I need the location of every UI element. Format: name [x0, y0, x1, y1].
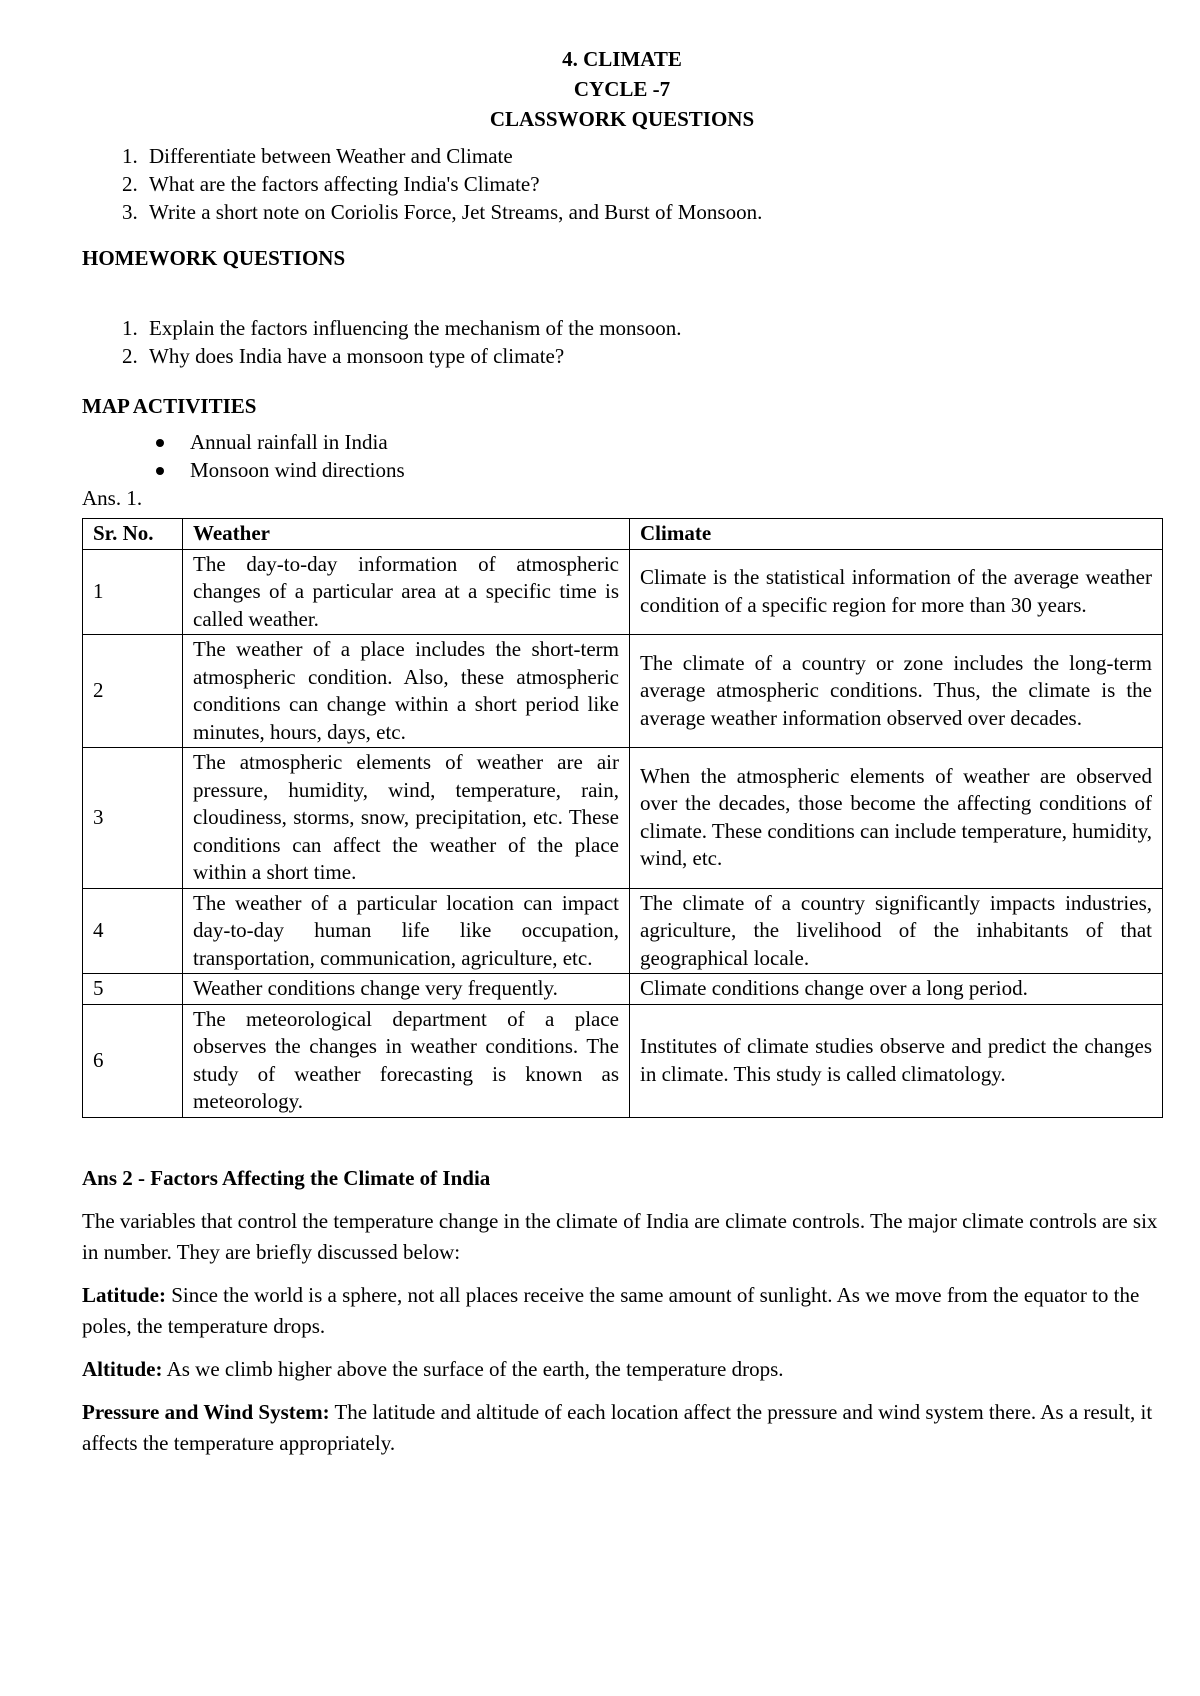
list-item: 3. Write a short note on Coriolis Force, Jet Streams, and Burst of Monsoon.: [143, 198, 1162, 226]
row-number: 6: [83, 1004, 183, 1117]
classwork-list: [82, 142, 1162, 226]
factor-text: The latitude and altitude of each location affect the pressure and wind system there. As a result, it affects the temperature appropriately.: [82, 1399, 1153, 1455]
row-number: 1: [83, 549, 183, 635]
factor-pressure-wind: [82, 1397, 1162, 1459]
table-row: [83, 974, 1163, 1005]
classwork-heading: CLASSWORK QUESTIONS: [489, 107, 755, 131]
table-header-row: [83, 519, 1163, 550]
list-item: 1. Explain the factors influencing the mechanism of the monsoon.: [143, 314, 1162, 342]
list-item: 2. What are the factors affecting India's Climate?: [143, 170, 1162, 198]
answer-2-intro: The variables that control the temperature change in the climate of India are climate controls. The major climate controls are six in number. They are briefly discussed below:: [82, 1208, 1158, 1264]
homework-heading: HOMEWORK QUESTIONS: [82, 246, 346, 270]
header-weather: Weather: [183, 519, 630, 550]
table-row: [83, 748, 1163, 889]
list-item: Annual rainfall in India: [190, 428, 1162, 456]
map-activities-list: [82, 428, 1162, 484]
climate-cell: Institutes of climate studies observe and predict the changes in climate. This study is called climatology.: [630, 1004, 1163, 1117]
factor-term: Latitude:: [82, 1282, 166, 1307]
climate-cell: The climate of a country significantly impacts industries, agriculture, the livelihood of the inhabitants of that geographical locale.: [630, 888, 1163, 974]
list-item: 2. Why does India have a monsoon type of climate?: [143, 342, 1162, 370]
row-number: 4: [83, 888, 183, 974]
factor-latitude: [82, 1280, 1162, 1342]
map-activities-heading: MAP ACTIVITIES: [82, 394, 257, 418]
table-row: [83, 1004, 1163, 1117]
weather-cell: The weather of a particular location can impact day-to-day human life like occupation, transportation, communication, agriculture, etc.: [183, 888, 630, 974]
factor-term: Pressure and Wind System:: [82, 1399, 330, 1424]
bullet-icon: [156, 439, 164, 447]
table-row: [83, 635, 1163, 748]
table-row: [83, 888, 1163, 974]
cycle-label: CYCLE -7: [573, 77, 671, 101]
factor-text: Since the world is a sphere, not all places receive the same amount of sunlight. As we move from the equator to the poles, the temperature drops.: [82, 1282, 1140, 1338]
weather-cell: Weather conditions change very frequently.: [183, 974, 630, 1005]
homework-list: [82, 314, 1162, 370]
chapter-title: 4. CLIMATE: [562, 47, 682, 71]
weather-cell: The atmospheric elements of weather are air pressure, humidity, wind, temperature, rain, cloudiness, storms, snow, precipitation, etc. These conditions can affect the weather of the place within a short time.: [183, 748, 630, 889]
header-sr-no: Sr. No.: [83, 519, 183, 550]
weather-cell: The day-to-day information of atmospheric changes of a particular area at a specific time is called weather.: [183, 549, 630, 635]
climate-cell: When the atmospheric elements of weather are observed over the decades, those become the affecting conditions of climate. These conditions can include temperature, humidity, wind, etc.: [630, 748, 1163, 889]
row-number: 5: [83, 974, 183, 1005]
row-number: 3: [83, 748, 183, 889]
factor-term: Altitude:: [82, 1356, 163, 1381]
document-page: [82, 44, 1162, 1459]
climate-cell: Climate is the statistical information of the average weather condition of a specific region for more than 30 years.: [630, 549, 1163, 635]
weather-climate-table: [82, 518, 1163, 1118]
factor-altitude: [82, 1354, 1162, 1385]
bullet-icon: [156, 467, 164, 475]
list-item: 1. Differentiate between Weather and Climate: [143, 142, 1162, 170]
table-row: [83, 549, 1163, 635]
weather-cell: The meteorological department of a place observes the changes in weather conditions. The study of weather forecasting is known as meteorology.: [183, 1004, 630, 1117]
answer-2-heading: Ans 2 - Factors Affecting the Climate of India: [82, 1165, 491, 1190]
row-number: 2: [83, 635, 183, 748]
factor-text: As we climb higher above the surface of the earth, the temperature drops.: [162, 1356, 784, 1381]
header-climate: Climate: [630, 519, 1163, 550]
climate-cell: Climate conditions change over a long period.: [630, 974, 1163, 1005]
climate-cell: The climate of a country or zone includes the long-term average atmospheric conditions. Thus, the climate is the average weather information observed over decades.: [630, 635, 1163, 748]
list-item: Monsoon wind directions: [190, 456, 1162, 484]
answer-1-label: Ans. 1.: [82, 486, 143, 510]
weather-cell: The weather of a place includes the short-term atmospheric condition. Also, these atmospheric conditions can change within a short period like minutes, hours, days, etc.: [183, 635, 630, 748]
